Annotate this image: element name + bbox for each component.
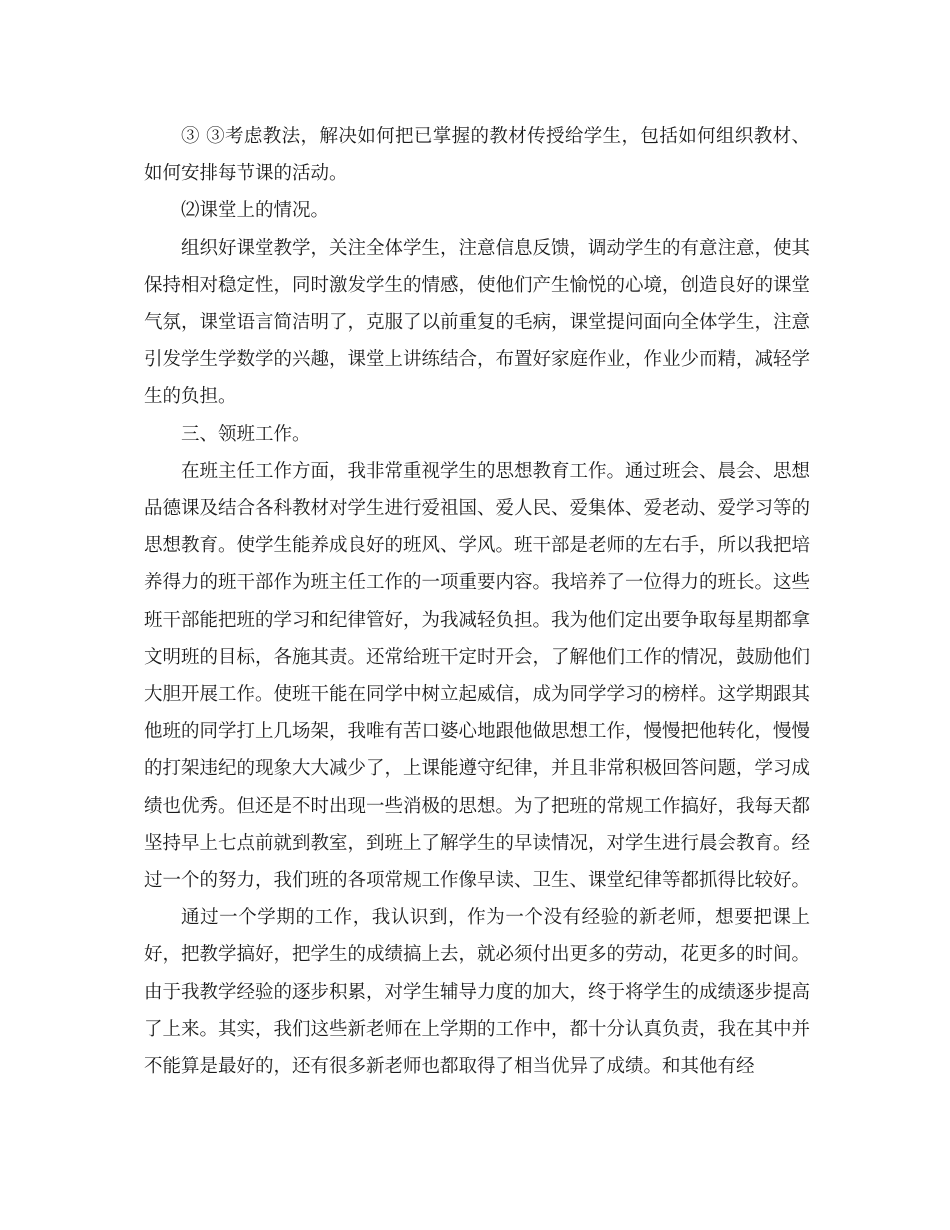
paragraph-teaching-method: ③ ③考虑教法，解决如何把已掌握的教材传授给学生，包括如何组织教材、如何安排每节课的活动。 xyxy=(144,126,810,185)
paragraph-classroom-teaching: 组织好课堂教学，关注全体学生，注意信息反馈，调动学生的有意注意，使其保持相对稳定性，同时激发学生的情感，使他们产生愉悦的心境，创造良好的课堂气氛，课堂语言简洁明了，克服了以前重复的毛病，课堂提问面向全体学生，注意引发学生学数学的兴趣，课堂上讲练结合，布置好家庭作业，作业少而精，减轻学生的负担。 xyxy=(144,237,811,408)
paragraph-head-teacher-work: 在班主任工作方面，我非常重视学生的思想教育工作。通过班会、晨会、思想品德课及结合各科教材对学生进行爱祖国、爱人民、爱集体、爱老动、爱学习等的思想教育。使学生能养成良好的班风、学风。班干部是老师的左右手，所以我把培养得力的班干部作为班主任工作的一项重要内容。我培养了一位得力的班长。这些班干部能把班的学习和纪律管好，为我减轻负担。我为他们定出要争取每星期都拿文明班的目标，各施其责。还常给班干定时开会，了解他们工作的情况，鼓励他们大胆开展工作。使班干能在同学中树立起威信，成为同学学习的榜样。这学期跟其他班的同学打上几场架，我唯有苦口婆心地跟他做思想工作，慢慢把他转化，慢慢的打架违纪的现象大大减少了，上课能遵守纪律，并且非常积极回答问题，学习成绩也优秀。但还是不时出现一些消极的思想。为了把班的常规工作搞好，我每天都坚持早上七点前就到教室，到班上了解学生的早读情况，对学生进行晨会教育。经过一个的努力，我们班的各项常规工作像早读、卫生、课堂纪律等都抓得比较好。 xyxy=(144,460,811,892)
paragraph-classroom-heading: ⑵课堂上的情况。 xyxy=(181,200,330,222)
paragraph-semester-reflection: 通过一个学期的工作，我认识到，作为一个没有经验的新老师，想要把课上好，把教学搞好，把学生的成绩搞上去，就必须付出更多的劳动，花更多的时间。由于我教学经验的逐步积累，对学生辅导力度的加大，终于将学生的成绩逐步提高了上来。其实，我们这些新老师在上学期的工作中，都十分认真负责，我在其中并不能算是最好的，还有很多新老师也都取得了相当优异了成绩。和其他有经 xyxy=(144,907,811,1078)
document-body xyxy=(144,118,810,1085)
section-heading-class-work: 三、领班工作。 xyxy=(181,423,311,445)
